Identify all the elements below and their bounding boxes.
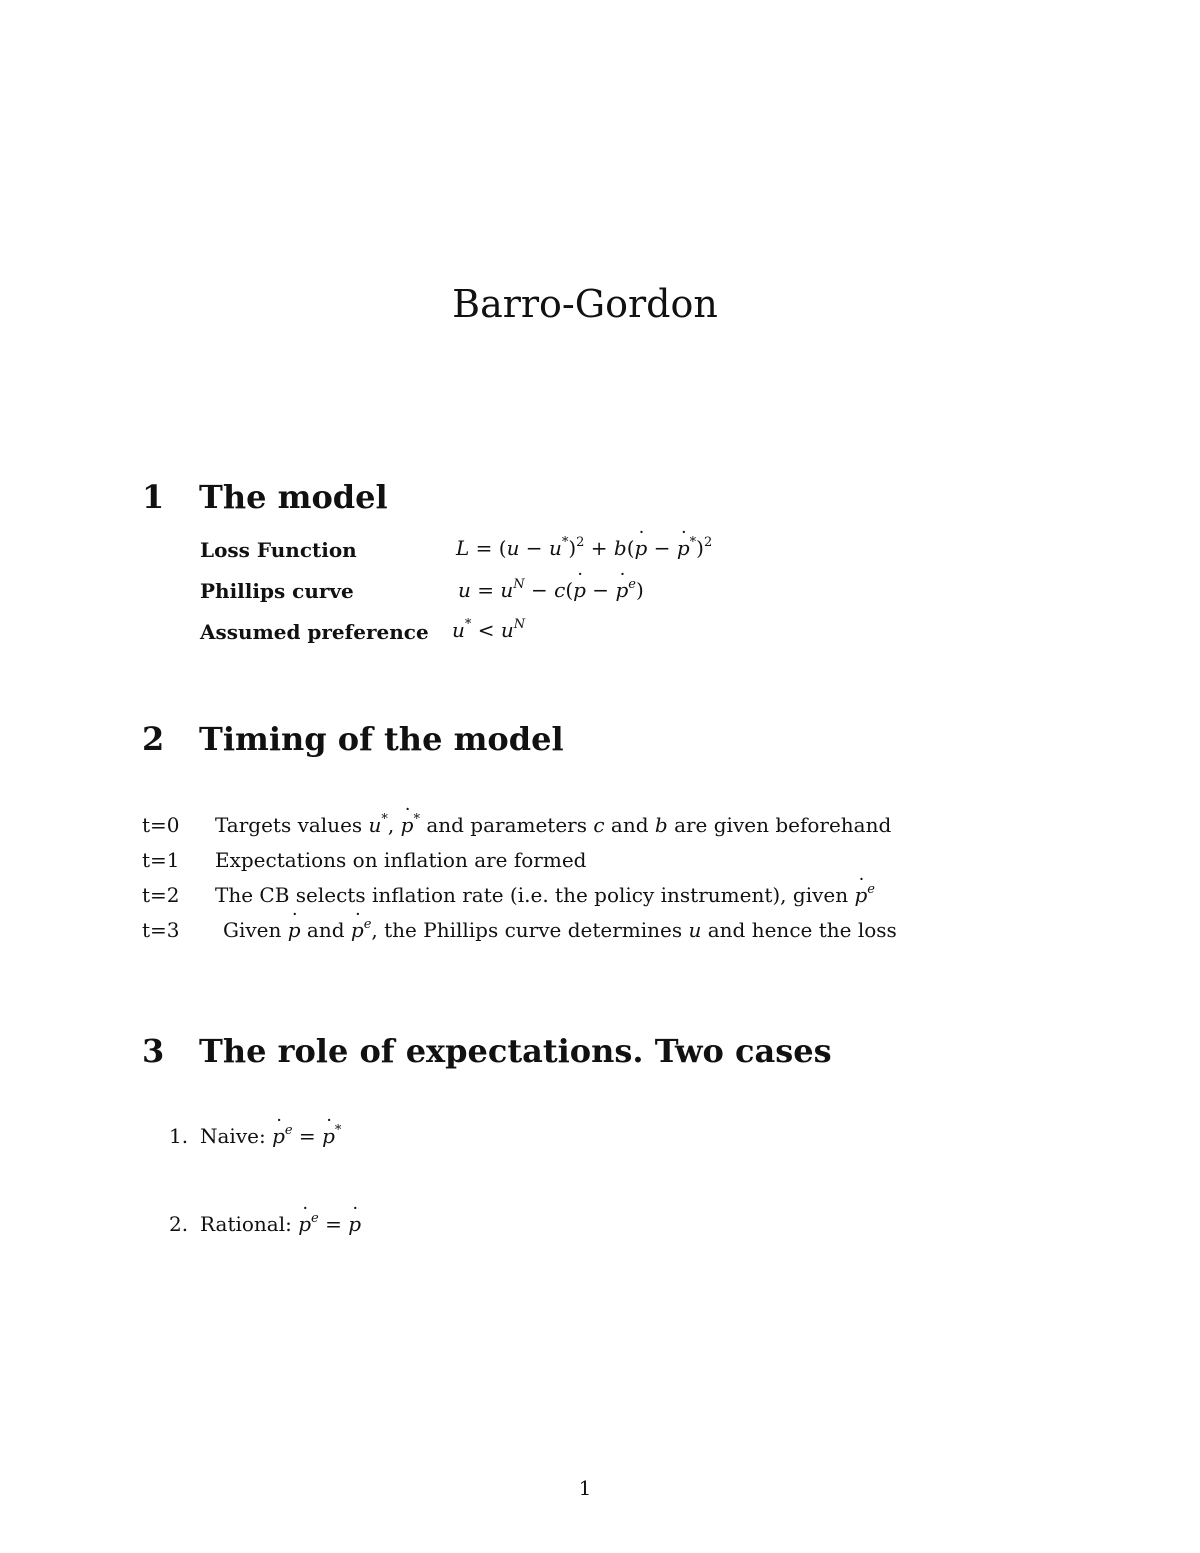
case-1-text: Naive: ˙ $p^e$ = ˙ p* xyxy=(200,1124,341,1148)
assumed-preference-equation: $u^* < u^N$ xyxy=(452,617,526,642)
case-2-number: 2. xyxy=(169,1212,189,1236)
timing-row-t3-label: t=3 xyxy=(142,918,180,942)
section-2-title: Timing of the model xyxy=(199,720,564,758)
phillips-curve-label: Phillips curve xyxy=(200,579,354,603)
section-1-title: The model xyxy=(199,478,388,516)
case-1-number: 1. xyxy=(169,1124,189,1148)
section-1-number: 1 xyxy=(142,478,165,516)
timing-row-t2-text: The CB selects inflation rate (i.e. the policy instrument), given ˙ $p^e$ xyxy=(215,883,875,907)
section-3-title: The role of expectations. Two cases xyxy=(199,1032,832,1070)
timing-row-t3-text: Given ˙ p and ˙ $p^e$, the Phillips curve determines u and hence the loss xyxy=(223,918,897,942)
phillips-curve-equation: $u = u^N$ − c(˙ p − ˙ $p^e$) xyxy=(458,578,644,602)
timing-row-t2-label: t=2 xyxy=(142,883,180,907)
timing-row-t0-text: Targets values u*, ˙ p* and parameters c and b are given beforehand xyxy=(215,813,891,837)
section-2-number: 2 xyxy=(142,720,165,758)
loss-function-equation: $L = (u - u^*)^2$ + b(˙ p − ˙ p*)$^2$ xyxy=(456,536,712,560)
page-number: 1 xyxy=(578,1476,592,1500)
timing-row-t0-label: t=0 xyxy=(142,813,180,837)
timing-row-t1-text: Expectations on inflation are formed xyxy=(215,848,587,872)
timing-row-t1-label: t=1 xyxy=(142,848,180,872)
section-3-number: 3 xyxy=(142,1032,165,1070)
case-2-text: Rational: ˙ $p^e$ = ˙ p xyxy=(200,1212,361,1236)
assumed-preference-label: Assumed preference xyxy=(200,620,429,644)
document-title: Barro-Gordon xyxy=(452,282,718,326)
loss-function-label: Loss Function xyxy=(200,538,357,562)
